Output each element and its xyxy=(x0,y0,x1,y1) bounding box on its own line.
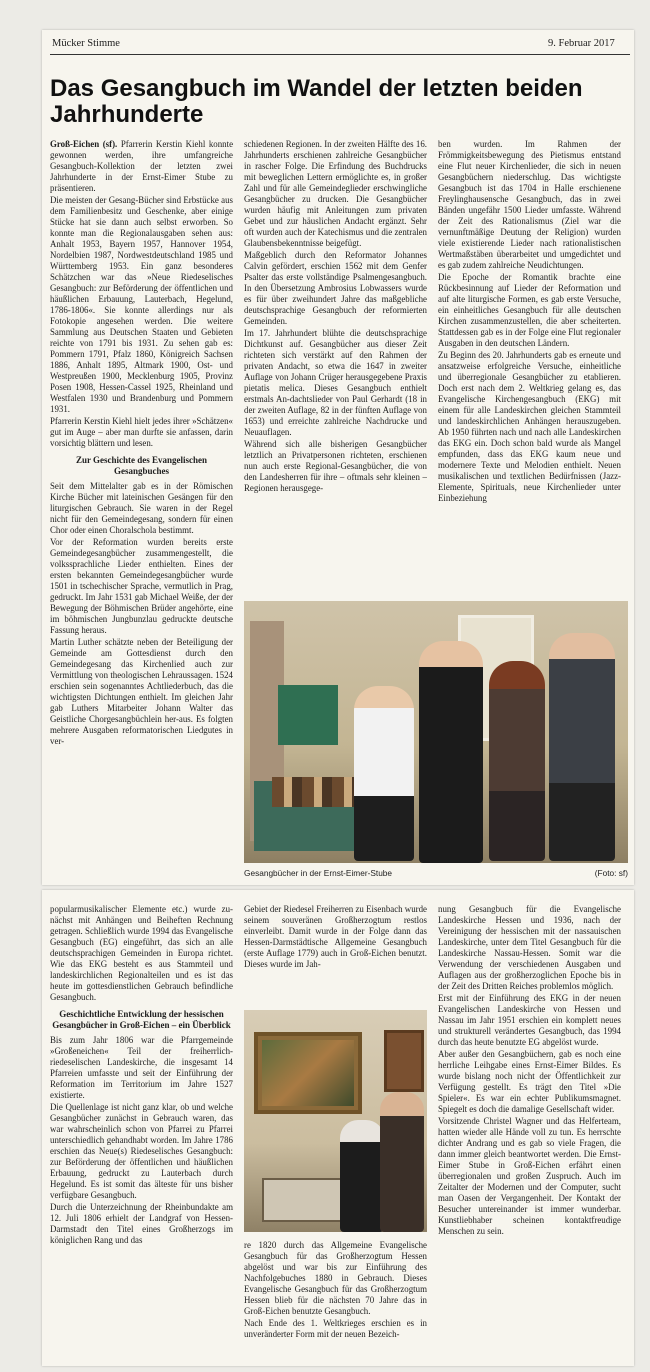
paragraph: nung Gesangbuch für die Evangelische Landeskirche Hessen und 1936, nach der Vereinigung der hessischen mit der nassauischen Landeskirche, unter dem Titel Gesangbuch für die Landeskirche Nassau-Hessen. Somit war die Verwendung der verschiedenen Ausgaben und Auflagen aus der großherzoglichen Epoche bis in der Zeit des Dritten Reiches problemlos möglich. xyxy=(438,904,621,991)
paragraph: Maßgeblich durch den Reformator Johannes Calvin gefördert, erschien 1562 mit dem Genfer Psalter das erste vollständige Psalmengesangbuch. In den Übersetzung Ambrosius Lobwassers wurde es für über zweihundert Jahre das maßgebliche deutschsprachige Gesangbuch der reformierten Gemeinden. xyxy=(244,250,427,326)
masthead-rule xyxy=(50,54,630,55)
paragraph: ben wurden. Im Rahmen der Frömmigkeitsbewegung des Pietismus entstand eine Flut neuer Kirchenlieder, die sich in neuen Gesangbüchern niederschlug. Das wichtigste Gesangbuch ist das 1704 in Halle erschienene Freylinghausensche Gesangbuch, das in zwei Bänden ungefähr 1500 Lieder umfasste. Während der Zeit des Rationalismus (Ziel war die vernunftmäßige Deutung der Religion) wurden viele existierende Lieder nach rationalistischen Wertmaßstäben überarbeitet und umgedichtet und es gab zudem zahlreiche Neudichtungen. xyxy=(438,139,621,270)
paragraph: schiedenen Regionen. In der zweiten Hälfte des 16. Jahrhunderts erschienen zahlreiche Gesangbücher in rascher Folge. Die Erfindung des Buchdrucks mit beweglichen Lettern ermöglichte es, in großer Zahl und für alle Gemeindeglieder erschwingliche Gesangbücher zu drucken. Die Gesangbücher wurden häufig mit Anleitungen zum privaten Gebet und zur häuslichen Andacht ergänzt. Sehr oft wurden auch der Katechismus und die zentralen Glaubensbekenntnisse beigefügt. xyxy=(244,139,427,248)
photo-person-2 xyxy=(419,641,483,863)
article-column-2 xyxy=(244,139,427,590)
subheading-history: Zur Geschichte des Evangelischen Gesangbuches xyxy=(75,455,208,476)
lead-paragraph: Groß-Eichen (sf). Pfarrerin Kerstin Kiehl konnte gewonnen werden, ihre umfangreiche Gesangbuch-Kollektion der letzten zwei Jahrhunderte in der Ernst-Eimer Stube zu präsentieren. xyxy=(50,139,233,193)
photo-painting-canvas xyxy=(262,1040,354,1106)
caption-text: Gesangbücher in der Ernst-Eimer-Stube xyxy=(244,868,393,878)
masthead-date: 9. Februar 2017 xyxy=(548,38,615,49)
paragraph: popularmusikalischer Elemente etc.) wurde zu-nächst mit Anhängen und Beiheften Rechnung getragen. Schließlich wurde 1994 das Evangelische Gesangbuch (EG) eingeführt, das sich an alle deutschsprachigen Gemeinden in Europa richtet. Wie das EKG besteht es aus Stammteil und landeskirchlichen Regionalteilen und es ist das heute im gottesdienstlichen Gebrauch befindliche Gesangbuch. xyxy=(50,904,233,1002)
photo-person-4 xyxy=(549,633,615,861)
paragraph: re 1820 durch das Allgemeine Evangelische Gesangbuch für das Großherzogtum Hessen abgelöst und war bis zur Einführung des Nachfolgebuches 1880 in Gebrauch. Dieses Evangelische Gesangbuch für das Großherzogtum Hessen blieb für die nächsten 70 Jahre das in Groß-Eichen benutzte Gesangbuch. xyxy=(244,1240,427,1316)
paragraph: Aber außer den Gesangbüchern, gab es noch eine herrliche Leihgabe eines Ernst-Eimer Bildes. Es wurde bislang noch nicht der Öffentlichkeit zur Verfügung gestellt. Es trägt den Titel »Die Spieler«. Es war ein echter Publikumsmagnet. Spiegelt es doch die damalige Gesellschaft wider. xyxy=(438,1049,621,1114)
article-headline: Das Gesangbuch im Wandel der letzten beiden Jahrhunderte xyxy=(50,75,583,128)
photo-caption xyxy=(244,868,628,878)
paragraph: Im 17. Jahrhundert blühte die deutschsprachige Dichtkunst auf. Gesangbücher aus dieser Zeit richteten sich verstärkt auf den Rahmen der privaten Andacht, so etwa die 1647 in zweiter Auflage von Johann Crüger herausgegebene Praxis pietatis melica. Dieses Gesangbuch enthielt erstmals An-dachtslieder von Paul Gerhardt (18 in der zweiten Auflage, 82 in der fünften Auflage von 1653) und erreichte zahlreiche Nachdrucke und Neuauflagen. xyxy=(244,328,427,437)
article-column-5-top xyxy=(244,904,427,1002)
article-column-5-bottom xyxy=(244,1240,427,1360)
photo-green-cloth xyxy=(278,685,338,745)
masthead-name: Mücker Stimme xyxy=(52,38,120,49)
article-column-4 xyxy=(50,904,233,1360)
paragraph: Pfarrerin Kerstin Kiehl hielt jedes ihrer »Schätzen« gut im Auge – aber man durfte sie anfassen, darin vorsichtig blättern und lesen. xyxy=(50,416,233,448)
exhibition-photo xyxy=(244,601,628,863)
painting-photo xyxy=(244,1010,427,1232)
subheading-hessian-history: Geschichtliche Entwicklung der hessischen Gesangbücher in Groß-Eichen – ein Überblick xyxy=(52,1009,231,1030)
paragraph: Während sich alle bisherigen Gesangbücher letztlich an Privatpersonen richteten, erschienen nun auch erste Regional-Gesangbücher, die von den Landesherren für ihre – oftmals sehr kleinen – Regionen herausgege- xyxy=(244,439,427,493)
paragraph: Die Quellenlage ist nicht ganz klar, ob und welche Gesangbücher zunächst in Gebrauch waren, das war wahrscheinlich schon von Pfarrei zu Pfarrei unterschiedlich gehandhabt worden. Im Jahre 1786 erschien das Neue(s) Riedeselisches Gesangbuch: zur Beförderung der öffentlichen und häußlichen Erbauung, gedruckt zu Lauterbach durch Hegelund. Es ist somit das älteste für uns bisher verfügbare Gesangbuch. xyxy=(50,1102,233,1200)
photo-credit: (Foto: sf) xyxy=(594,868,628,878)
paragraph: Seit dem Mittelalter gab es in der Römischen Kirche Bücher mit lateinischen Gesängen für den liturgischen Gebrauch. Sie waren in der Regel nicht für den Gemeindegesang, sondern für einen Chor oder einen Choralschola bestimmt. xyxy=(50,481,233,535)
photo-person-3 xyxy=(489,661,545,861)
photo-person-1 xyxy=(354,686,414,861)
paragraph: Vorsitzende Christel Wagner und das Helferteam, hatten wieder alle Hände voll zu tun. Es herrschte dichter Andrang und es gab so viele Fragen, die dann immer gleich beantwortet werden. Die Ernst-Eimer Stube in Groß-Eichen erfährt einen überregionalen und großen Zuspruch. Auch im Zeitalter der Modernen und der Computer, sucht man Oasen der Vergangenheit. Der Kontakt der Besucher untereinander ist immer wunderbar. Kunstliebhaber scheinen kontaktfreudige Menschen zu sein. xyxy=(438,1116,621,1236)
paragraph: Bis zum Jahr 1806 war die Pfarrgemeinde »Großeneichen« Teil der freiherrlich-riedeselischen Landeskirche, die insgesamt 14 Pfarreien umfasste und seit der Einführung der Reformation im Territorium im Jahre 1527 existierte. xyxy=(50,1035,233,1100)
article-column-3 xyxy=(438,139,621,590)
paragraph: Martin Luther schätzte neben der Beteiligung der Gemeinde am Gottesdienst durch den Gemeindegesang das Kirchenlied auch zur Vermittlung von theologischen Lehraussagen. 1524 erschien sein sogenanntes Achtliederbuch, das die wichtigsten Dichtungen enthielt. Im gleichen Jahr gab Luthers Mitarbeiter Johann Walter das Geistliche Chorgesangbüchlein her-aus. Es folgten mehrere Ausgaben reformatorischen Liedgutes in ver- xyxy=(50,637,233,746)
paragraph: Die meisten der Gesang-Bücher sind Erbstücke aus dem Familienbesitz und Geschenke, aber einige Stücke hat sie dann auch selbst erworben. So konnte man die Regionalausgaben sehen aus: Anhalt 1953, Bayern 1957, Hannover 1954, Nordelbien 1987, Nordwestdeutschland 1985 und Württemberg 1953. Ein ganz besonderes Schätzchen war das »Neue Riedeselisches Gesangbuch: zur Beförderung der öffentlichen und häußlichen Erbauung, Lauterbach, Hegelund, 1786-1806«. Sie konnte allerdings nur als Fotokopie angesehen werden. Die weitere Sammlung aus Deutschen Staaten und Gebieten reichte von 1791 bis 1931. Zu sehen gab es: Pommern 1791, Pfalz 1860, Königreich Sachsen 1886, Anhalt 1895, Altmark 1900, Ost- und Westpreußen 1900, Mecklenburg 1905, Provinz Posen 1908, Hessen-Cassel 1925, Rheinland und Westfalen 1930 und Brandenburg und Pommern 1931. xyxy=(50,195,233,414)
article-column-1 xyxy=(50,139,233,864)
article-column-6 xyxy=(438,904,621,1360)
photo-small-painting xyxy=(384,1030,424,1092)
paragraph: Gebiet der Riedesel Freiherren zu Eisenbach wurde seinem souveränen Großherzogtum restlos einverleibt. Damit wurde in der Folge dann das Hessen-Darmstädtische Allgemeine Gesangbuch (erste Auflage 1779) auch in Groß-Eichen benutzt. Dieses wurde im Jah- xyxy=(244,904,427,969)
paragraph: Vor der Reformation wurden bereits erste Gemeindegesangbücher zusammengestellt, die volkssprachliche Lieder enthielten. Eines der ersten bekannten Gemeindegesangbücher wurde 1501 in tschechischer Sprache, vermutlich in Prag, gedruckt. Im Jahr 1531 gab Michael Weiße, der der Bewegung der Böhmischen Brüder angehörte, eine im böhmischen Jungbunzlau gedruckte deutsche Fassung heraus. xyxy=(50,537,233,635)
photo-man-2 xyxy=(380,1092,424,1232)
photo-man-1 xyxy=(340,1120,384,1232)
paragraph: Zu Beginn des 20. Jahrhunderts gab es erneute und ansatzweise erfolgreiche Versuche, einheitliche und überregionale Gesangbücher zu etablieren. Doch erst nach dem 2. Weltkrieg gelang es, das Evangelische Kirchengesangbuch (EKG) mit einem für alle Landeskirchen gleichen Stammteil und landeskirchlichen Anhängen herauszugeben. Ab 1950 führten nach und nach alle Landeskirchen das EKG ein. Doch schon bald wurde als Mangel empfunden, dass das EKG kaum neue und modernere Texte und Melodien enthielt. Neuen musikalischen und textlichen Bedürfnissen (Jazz-Elemente, Spirituals, neue Kirchenlieder unter Einbeziehung xyxy=(438,350,621,503)
paragraph: Die Epoche der Romantik brachte eine Rückbesinnung auf Lieder der Reformation und auf alte liturgische Formen, es gab erste Versuche, ein einheitliches Gesangbuch für alle deutschen Kirchen zusammenzustellen, die aber scheiterten. Stattdessen gab es in der Folge eine Flut regionaler Ausgaben in den deutschen Ländern. xyxy=(438,272,621,348)
paragraph: Erst mit der Einführung des EKG in der neuen Evangelischen Landeskirche von Hessen und Nassau im Jahr 1951 erschien ein komplett neues und strukturell verändertes Gesangbuch, das 1994 durch das heute benutzte EG abgelöst wurde. xyxy=(438,993,621,1047)
paragraph: Durch die Unterzeichnung der Rheinbundakte am 12. Juli 1806 erhielt der Landgraf von Hessen-Darmstadt den Titel eines Großherzogs im königlichen Rang und das xyxy=(50,1202,233,1245)
paragraph: Nach Ende des 1. Weltkrieges erschien es in unveränderter Form mit der neuen Bezeich- xyxy=(244,1318,427,1339)
dateline: Groß-Eichen (sf). xyxy=(50,139,118,149)
